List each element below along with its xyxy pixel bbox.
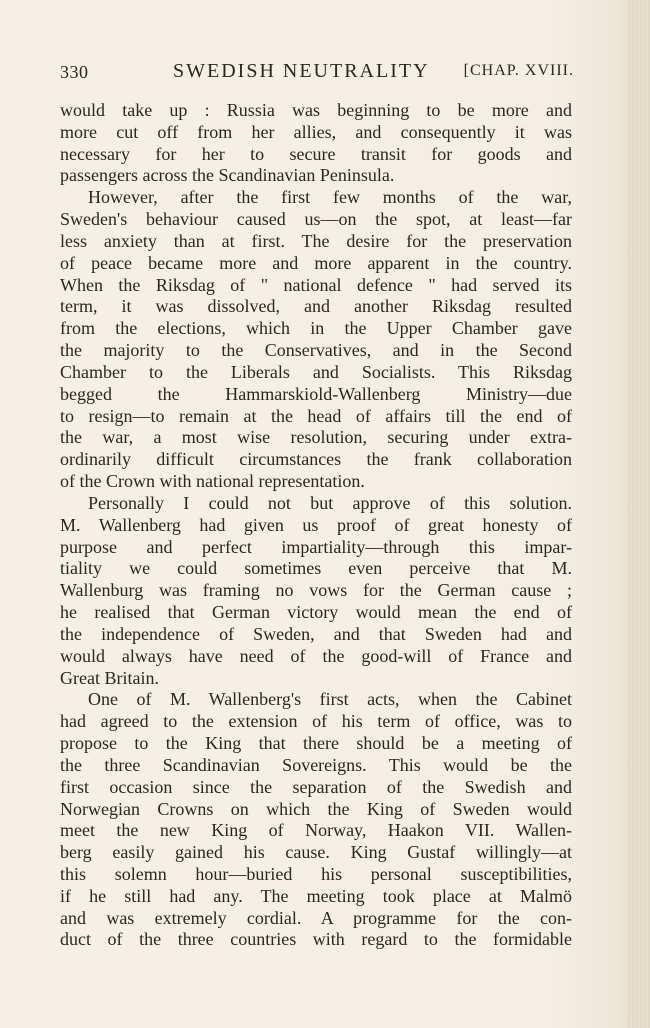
page-number: 330 — [60, 62, 89, 82]
text-line: Great Britain. — [60, 667, 159, 688]
text-line: the majority to the Conservatives, and in the Second — [60, 340, 572, 361]
text-line: tiality we could sometimes even perceive that M. — [60, 558, 572, 579]
text-line: term, it was dissolved, and another Riksdag resulted — [60, 296, 572, 317]
text-line: less anxiety than at first. The desire for the preservation — [60, 230, 572, 251]
text-line: to resign—to remain at the head of affairs till the end of — [60, 405, 572, 426]
text-line: the independence of Sweden, and that Sweden had and — [60, 623, 572, 644]
text-line: necessary for her to secure transit for goods and — [60, 143, 572, 164]
text-line: However, after the first few months of the war, — [88, 187, 572, 208]
text-line: begged the Hammarskiold-Wallenberg Ministry—due — [60, 383, 572, 404]
text-line: and was extremely cordial. A programme for the con- — [60, 907, 572, 928]
text-line: Wallenburg was framing no vows for the German cause ; — [60, 580, 572, 601]
text-line: When the Riksdag of " national defence " had served its — [60, 274, 572, 295]
text-line: meet the new King of Norway, Haakon VII. Wallen- — [60, 820, 572, 841]
running-title: SWEDISH NEUTRALITY — [173, 60, 430, 82]
text-line: Sweden's behaviour caused us—on the spot, at least—far — [60, 209, 572, 230]
text-line: Norwegian Crowns on which the King of Sweden would — [60, 798, 572, 819]
text-line: if he still had any. The meeting took place at Malmö — [60, 885, 572, 906]
page-edge — [628, 0, 650, 1028]
text-line: this solemn hour—buried his personal susceptibilities, — [60, 863, 572, 884]
text-line: more cut off from her allies, and consequently it was — [60, 121, 572, 142]
text-line: from the elections, which in the Upper Chamber gave — [60, 318, 572, 339]
text-line: Chamber to the Liberals and Socialists. This Riksdag — [60, 361, 572, 382]
text-line: of the Crown with national representation. — [60, 471, 365, 492]
text-line: Personally I could not but approve of this solution. — [88, 492, 572, 513]
text-line: of peace became more and more apparent in the country. — [60, 252, 572, 273]
text-line: berg easily gained his cause. King Gustaf willingly—at — [60, 842, 572, 863]
text-line: would take up : Russia was beginning to be more and — [60, 100, 572, 120]
text-line: the war, a most wise resolution, securing under extra- — [60, 427, 572, 448]
body-text — [60, 100, 572, 951]
text-line: ordinarily difficult circumstances the frank collaboration — [60, 449, 572, 470]
text-line: duct of the three countries with regard to the formidable — [60, 929, 572, 950]
text-line: first occasion since the separation of the Swedish and — [60, 776, 572, 797]
text-line: purpose and perfect impartiality—through this impar- — [60, 536, 572, 557]
text-line: propose to the King that there should be a meeting of — [60, 733, 572, 754]
text-line: passengers across the Scandinavian Peninsula. — [60, 165, 395, 186]
text-line: the three Scandinavian Sovereigns. This would be the — [60, 754, 572, 775]
text-line: he realised that German victory would mean the end of — [60, 602, 572, 623]
running-header — [60, 60, 574, 86]
chapter-reference: [CHAP. XVIII. — [463, 62, 574, 79]
text-line: had agreed to the extension of his term of office, was to — [60, 711, 572, 732]
text-line: M. Wallenberg had given us proof of great honesty of — [60, 514, 572, 535]
text-line: One of M. Wallenberg's first acts, when the Cabinet — [88, 689, 572, 710]
text-line: would always have need of the good-will of France and — [60, 645, 572, 666]
